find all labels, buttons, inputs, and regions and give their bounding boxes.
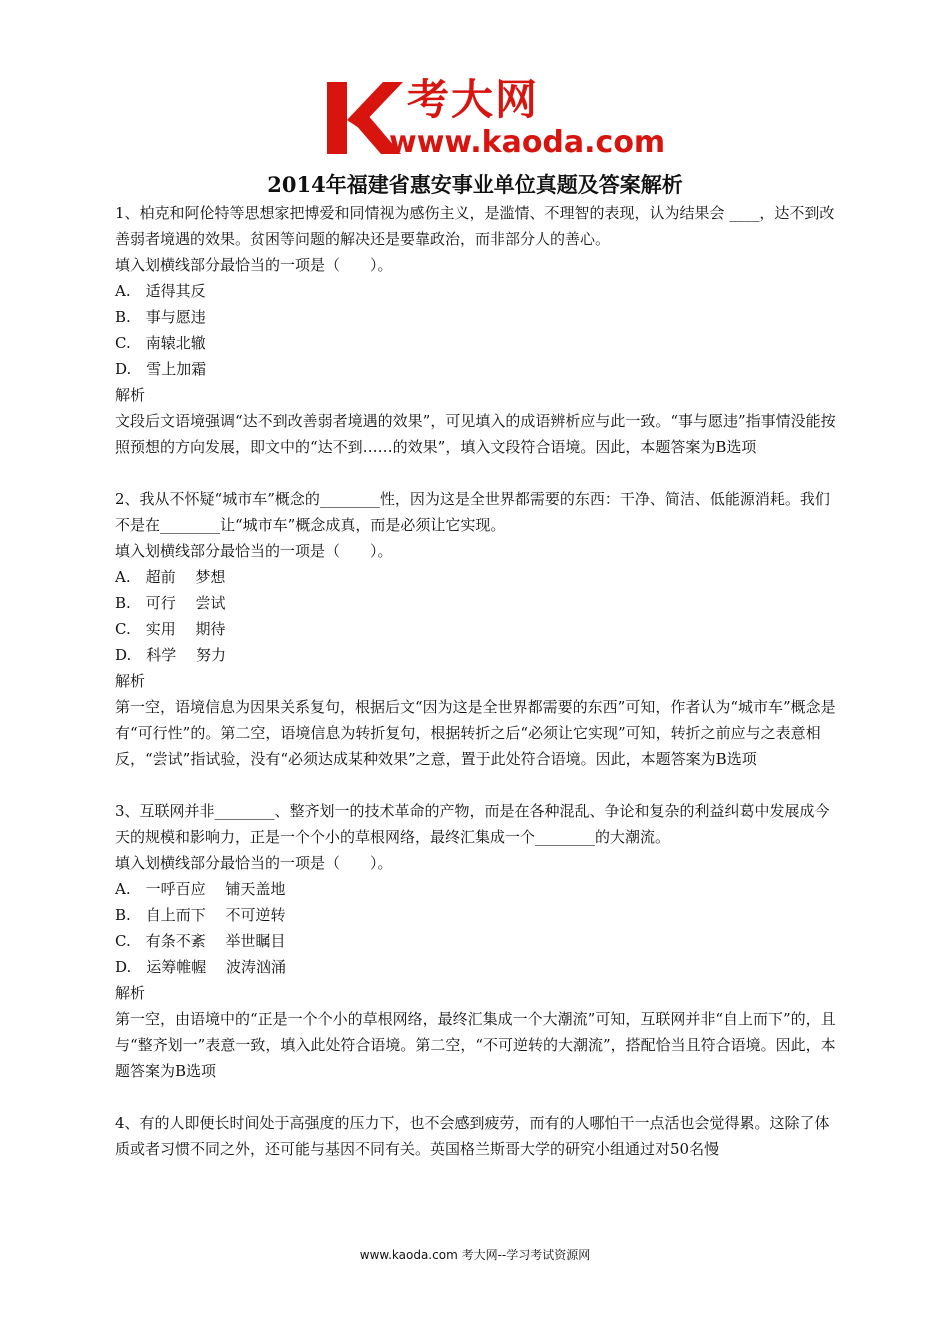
question-stem: 4、有的人即便长时间处于高强度的压力下，也不会感到疲劳，而有的人哪怕干一点活也会觉得累。这除了体质或者习惯不同之外，还可能与基因不同有关。英国格兰斯哥大学的研究小组通过对50名慢	[115, 1114, 830, 1158]
question-stem: 2、我从不怀疑“城市车”概念的________性，因为这是全世界都需要的东西：干净、简洁、低能源消耗。我们不是在________让“城市车”概念成真，而是必须让它实现。	[115, 490, 830, 534]
question-3	[115, 798, 840, 1084]
analysis-text: 第一空，由语境中的“正是一个个小的草根网络，最终汇集成一个大潮流”可知，互联网并非“自上而下”的，且与“整齐划一”表意一致，填入此处符合语境。第二空，“不可逆转的大潮流”，搭配恰当且符合语境。因此，本题答案为B选项	[115, 1010, 836, 1080]
question-4	[115, 1110, 840, 1162]
analysis-label: 解析	[115, 672, 146, 690]
analysis-text: 第一空，语境信息为因果关系复句，根据后文“因为这是全世界都需要的东西”可知，作者认为“城市车”概念是有“可行性”的。第二空，语境信息为转折复句，根据转折之后“必须让它实现”可知，转折之前应与之表意相反，“尝试”指试验，没有“必须达成某种效果”之意，置于此处符合语境。因此，本题答案为B选项	[115, 698, 836, 768]
option-d: D. 雪上加霜	[115, 360, 207, 378]
question-stem: 3、互联网并非________、整齐划一的技术革命的产物，而是在各种混乱、争论和复杂的利益纠葛中发展成今天的规模和影响力，正是一个个小的草根网络，最终汇集成一个________的大潮流。	[115, 802, 830, 846]
option-d: D. 运筹帷幄 波涛汹涌	[115, 958, 287, 976]
page-footer: www.kaoda.com 考大网--学习考试资源网	[359, 1248, 591, 1262]
question-2	[115, 486, 840, 772]
kaoda-logo	[325, 75, 666, 162]
logo-chinese-name: 考大网	[407, 75, 540, 124]
option-a: A. 超前 梦想	[115, 568, 226, 586]
option-b: B. 可行 尝试	[115, 594, 226, 612]
option-c: C. 南辕北辙	[115, 334, 206, 352]
option-c: C. 实用 期待	[115, 620, 226, 638]
option-c: C. 有条不紊 举世瞩目	[115, 932, 286, 950]
option-d: D. 科学 努力	[115, 646, 227, 664]
analysis-label: 解析	[115, 984, 146, 1002]
analysis-label: 解析	[115, 386, 146, 404]
document-body	[115, 200, 840, 1162]
question-stem: 1、柏克和阿伦特等思想家把博爱和同情视为感伤主义，是滥情、不理智的表现，认为结果会 ____，达不到改善弱者境遇的效果。贫困等问题的解决还是要靠政治，而非部分人的善心。	[115, 204, 835, 248]
option-b: B. 自上而下 不可逆转	[115, 906, 286, 924]
question-prompt: 填入划横线部分最恰当的一项是（ ）。	[115, 854, 393, 872]
question-1	[115, 200, 840, 460]
option-a: A. 一呼百应 铺天盖地	[115, 880, 286, 898]
analysis-text: 文段后文语境强调“达不到改善弱者境遇的效果”，可见填入的成语辨析应与此一致。“事与愿违”指事情没能按照预想的方向发展，即文中的“达不到……的效果”，填入文段符合语境。因此，本题答案为B选项	[115, 412, 836, 456]
logo-url: www.kaoda.com	[389, 125, 666, 160]
question-prompt: 填入划横线部分最恰当的一项是（ ）。	[115, 542, 393, 560]
option-a: A. 适得其反	[115, 282, 206, 300]
option-b: B. 事与愿违	[115, 308, 206, 326]
document-title: 2014年福建省惠安事业单位真题及答案解析	[267, 172, 683, 197]
question-prompt: 填入划横线部分最恰当的一项是（ ）。	[115, 256, 393, 274]
